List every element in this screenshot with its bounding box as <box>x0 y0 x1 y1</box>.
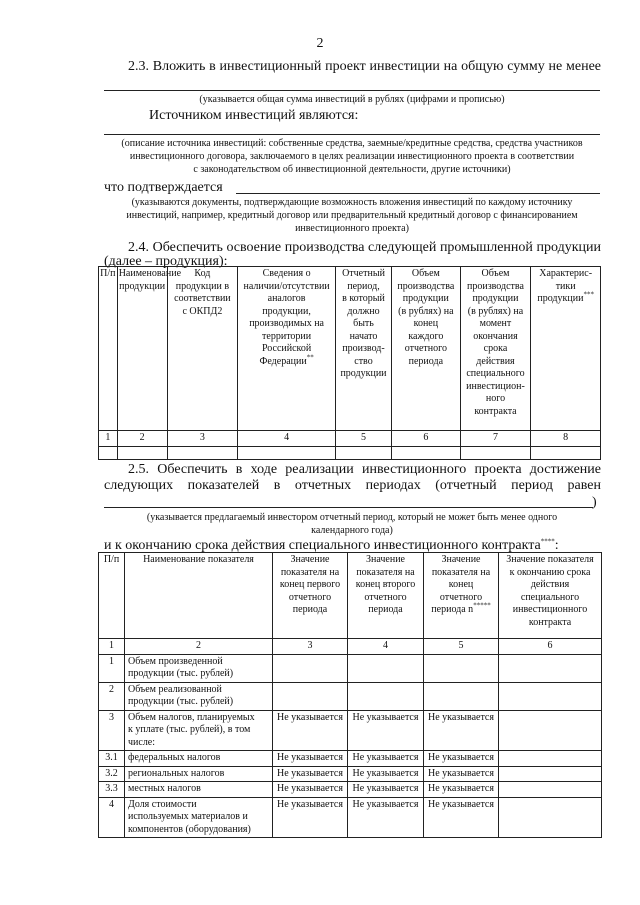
col-number: 3 <box>273 639 348 655</box>
table-row <box>99 710 602 751</box>
row-value: Не указывается <box>424 710 499 751</box>
confirmed-label: что подтверждается <box>104 180 223 195</box>
col-header: Код продукции в соответствии с ОКПД2 <box>167 267 238 431</box>
row-number: 3.3 <box>99 782 125 798</box>
row-number: 3.2 <box>99 766 125 782</box>
table-row <box>99 782 602 798</box>
col-header: Значение показателя на конец отчетного периода n***** <box>424 553 499 639</box>
row-name: Объем реализованной продукции (тыс. рублей) <box>125 682 273 710</box>
blank-line <box>104 90 600 91</box>
col-number: 3 <box>167 431 238 447</box>
table-row <box>99 751 602 767</box>
col-number: 1 <box>99 639 125 655</box>
row-number: 4 <box>99 797 125 838</box>
row-value <box>499 782 602 798</box>
col-number: 2 <box>117 431 167 447</box>
table-row <box>99 654 602 682</box>
blank-line <box>104 134 600 135</box>
table-row <box>99 797 602 838</box>
note-line: (описание источника инвестиций: собственные средства, заемные/кредитные средства, средства участников <box>121 138 583 149</box>
row-value: Не указывается <box>424 766 499 782</box>
col-number: 8 <box>531 431 601 447</box>
row-value <box>424 682 499 710</box>
note-line: (указываются документы, подтверждающие возможность вложения инвестиций по каждому источнику <box>131 197 573 208</box>
note-documents <box>100 196 604 235</box>
row-value: Не указывается <box>348 751 424 767</box>
col-number: 5 <box>424 639 499 655</box>
row-value <box>499 751 602 767</box>
col-number: 4 <box>348 639 424 655</box>
col-number: 5 <box>335 431 391 447</box>
row-name: местных налогов <box>125 782 273 798</box>
col-header: Объем производства продукции (в рублях) на момент окончания срока действия специального инвестицион- ного контракта <box>460 267 531 431</box>
sources-label: Источником инвестиций являются: <box>149 108 359 123</box>
col-number: 1 <box>99 431 118 447</box>
note-total-investment: (указывается общая сумма инвестиций в рублях (цифрами и прописью) <box>199 94 505 105</box>
row-value <box>499 654 602 682</box>
row-value: Не указывается <box>424 797 499 838</box>
row-value: Не указывается <box>348 782 424 798</box>
section-2-4-line1: 2.4. Обеспечить освоение производства следующей промышленной продукции <box>128 240 601 255</box>
section-2-5-line2: следующих показателей в отчетных периодах (отчетный период равен <box>104 478 601 493</box>
col-header: Объем производства продукции (в рублях) на конец каждого отчетного периода <box>392 267 461 431</box>
row-value: Не указывается <box>348 797 424 838</box>
row-name: региональных налогов <box>125 766 273 782</box>
note-line: инвестиций, например, кредитный договор или предварительный кредитный договор с финансированием <box>126 210 578 221</box>
col-number: 6 <box>499 639 602 655</box>
col-header: Значение показателя на конец второго отчетного периода <box>348 553 424 639</box>
row-number: 3.1 <box>99 751 125 767</box>
col-header: Сведения о наличии/отсутствии аналогов продукции, производимых на территории Российской Федерации** <box>238 267 336 431</box>
row-value <box>499 682 602 710</box>
row-value: Не указывается <box>273 766 348 782</box>
row-value: Не указывается <box>348 766 424 782</box>
col-header: П/п <box>99 267 118 431</box>
col-header: Отчетный период, в который должно быть начато производ- ство продукции <box>335 267 391 431</box>
row-value <box>499 710 602 751</box>
col-number: 2 <box>125 639 273 655</box>
row-value <box>348 682 424 710</box>
indicators-table <box>98 552 602 838</box>
col-number: 4 <box>238 431 336 447</box>
row-number: 3 <box>99 710 125 751</box>
table-row <box>99 766 602 782</box>
row-name: Объем налогов, планируемых к уплате (тыс. рублей), в том числе: <box>125 710 273 751</box>
col-number: 7 <box>460 431 531 447</box>
row-value: Не указывается <box>424 751 499 767</box>
row-value <box>273 682 348 710</box>
blank-line <box>236 193 600 194</box>
note-line: инвестиционного проекта) <box>295 223 409 234</box>
row-name: Доля стоимости используемых материалов и компонентов (оборудования) <box>125 797 273 838</box>
products-number-row <box>99 431 601 447</box>
row-name: Объем произведенной продукции (тыс. рублей) <box>125 654 273 682</box>
note-line: с законодательством об инвестиционной деятельности, другие источники) <box>193 164 511 175</box>
note-line: (указывается предлагаемый инвестором отчетный период, который не может быть менее одного <box>146 512 558 523</box>
indicators-number-row <box>99 639 602 655</box>
close-paren: ) <box>592 495 597 510</box>
col-header: Наименование показателя <box>125 553 273 639</box>
products-header-row <box>99 267 601 431</box>
section-2-4-line2: (далее – продукция): <box>104 254 228 269</box>
row-value <box>424 654 499 682</box>
col-header: Значение показателя на конец первого отчетного периода <box>273 553 348 639</box>
col-header: П/п <box>99 553 125 639</box>
indicators-header-row <box>99 553 602 639</box>
col-header: Характерис- тики продукции*** <box>531 267 601 431</box>
row-value: Не указывается <box>273 782 348 798</box>
products-empty-row <box>99 446 601 459</box>
row-value <box>499 797 602 838</box>
row-value <box>499 766 602 782</box>
note-period <box>104 511 600 537</box>
col-header: Наименование продукции <box>117 267 167 431</box>
row-value: Не указывается <box>273 751 348 767</box>
col-number: 6 <box>392 431 461 447</box>
row-number: 1 <box>99 654 125 682</box>
section-2-5-line3: и к окончанию срока действия специального инвестиционного контракта****: <box>104 537 559 553</box>
table-row <box>99 682 602 710</box>
blank-line <box>104 507 593 508</box>
row-value <box>348 654 424 682</box>
note-sources <box>100 137 604 176</box>
row-value: Не указывается <box>348 710 424 751</box>
section-2-5-line1: 2.5. Обеспечить в ходе реализации инвестиционного проекта достижение <box>128 462 601 477</box>
section-2-3-line1: 2.3. Вложить в инвестиционный проект инвестиции на общую сумму не менее <box>128 59 601 74</box>
note-line: инвестиционного договора, заключаемого в целях реализации инвестиционного проекта в соответствии <box>129 151 575 162</box>
page-number: 2 <box>316 36 324 51</box>
products-table <box>98 266 601 460</box>
note-line: календарного года) <box>311 525 393 536</box>
row-value: Не указывается <box>424 782 499 798</box>
row-value <box>273 654 348 682</box>
row-value: Не указывается <box>273 710 348 751</box>
col-header: Значение показателя к окончанию срока действия специального инвестиционного контракта <box>499 553 602 639</box>
row-name: федеральных налогов <box>125 751 273 767</box>
row-value: Не указывается <box>273 797 348 838</box>
row-number: 2 <box>99 682 125 710</box>
